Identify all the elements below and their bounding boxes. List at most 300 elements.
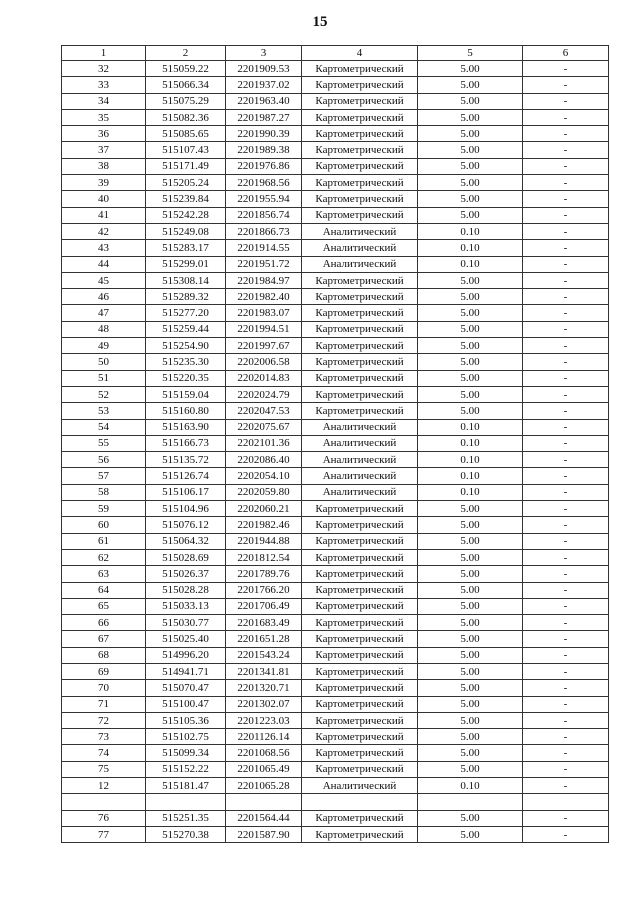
x-coordinate-cell: 515270.38 <box>146 826 226 842</box>
x-coordinate-cell: 515152.22 <box>146 761 226 777</box>
accuracy-cell: 5.00 <box>418 321 523 337</box>
x-coordinate-cell: 515066.34 <box>146 77 226 93</box>
note-cell: - <box>523 93 609 109</box>
accuracy-cell: 5.00 <box>418 517 523 533</box>
accuracy-cell: 5.00 <box>418 826 523 842</box>
method-cell: Картометрический <box>302 77 418 93</box>
method-cell: Аналитический <box>302 468 418 484</box>
table-row <box>62 468 609 484</box>
x-coordinate-cell: 515033.13 <box>146 598 226 614</box>
table-row <box>62 61 609 77</box>
point-number-cell: 77 <box>62 826 146 842</box>
accuracy-cell: 5.00 <box>418 272 523 288</box>
table-row <box>62 680 609 696</box>
x-coordinate-cell: 514941.71 <box>146 663 226 679</box>
accuracy-cell: 5.00 <box>418 615 523 631</box>
point-number-cell: 47 <box>62 305 146 321</box>
x-coordinate-cell <box>146 794 226 810</box>
table-row <box>62 419 609 435</box>
accuracy-cell: 0.10 <box>418 223 523 239</box>
accuracy-cell: 5.00 <box>418 663 523 679</box>
method-cell: Картометрический <box>302 93 418 109</box>
note-cell: - <box>523 484 609 500</box>
point-number-cell: 57 <box>62 468 146 484</box>
x-coordinate-cell: 515106.17 <box>146 484 226 500</box>
x-coordinate-cell: 515135.72 <box>146 452 226 468</box>
point-number-cell: 60 <box>62 517 146 533</box>
y-coordinate-cell: 2201968.56 <box>226 175 302 191</box>
x-coordinate-cell: 515028.28 <box>146 582 226 598</box>
point-number-cell: 64 <box>62 582 146 598</box>
point-number-cell: 72 <box>62 712 146 728</box>
table-row <box>62 223 609 239</box>
note-cell: - <box>523 501 609 517</box>
point-number-cell: 38 <box>62 158 146 174</box>
y-coordinate-cell: 2202014.83 <box>226 370 302 386</box>
method-cell: Картометрический <box>302 549 418 565</box>
method-cell: Картометрический <box>302 370 418 386</box>
table-row <box>62 158 609 174</box>
point-number-cell: 59 <box>62 501 146 517</box>
method-cell <box>302 794 418 810</box>
y-coordinate-cell: 2201766.20 <box>226 582 302 598</box>
method-cell: Картометрический <box>302 810 418 826</box>
table-row <box>62 403 609 419</box>
y-coordinate-cell: 2201065.49 <box>226 761 302 777</box>
point-number-cell: 70 <box>62 680 146 696</box>
accuracy-cell: 5.00 <box>418 598 523 614</box>
note-cell: - <box>523 386 609 402</box>
note-cell: - <box>523 61 609 77</box>
table-row <box>62 778 609 794</box>
x-coordinate-cell: 515205.24 <box>146 175 226 191</box>
y-coordinate-cell: 2201126.14 <box>226 729 302 745</box>
accuracy-cell: 5.00 <box>418 680 523 696</box>
accuracy-cell: 5.00 <box>418 338 523 354</box>
table-header-row <box>62 46 609 61</box>
note-cell: - <box>523 680 609 696</box>
note-cell: - <box>523 240 609 256</box>
table-row <box>62 272 609 288</box>
method-cell: Картометрический <box>302 631 418 647</box>
method-cell: Картометрический <box>302 712 418 728</box>
y-coordinate-cell: 2202101.36 <box>226 435 302 451</box>
point-number-cell: 43 <box>62 240 146 256</box>
accuracy-cell: 0.10 <box>418 778 523 794</box>
method-cell: Аналитический <box>302 778 418 794</box>
note-cell: - <box>523 354 609 370</box>
point-number-cell: 54 <box>62 419 146 435</box>
x-coordinate-cell: 515104.96 <box>146 501 226 517</box>
table-body <box>62 61 609 843</box>
y-coordinate-cell: 2202086.40 <box>226 452 302 468</box>
note-cell: - <box>523 468 609 484</box>
x-coordinate-cell: 515289.32 <box>146 289 226 305</box>
accuracy-cell: 0.10 <box>418 256 523 272</box>
note-cell: - <box>523 289 609 305</box>
accuracy-cell: 0.10 <box>418 435 523 451</box>
x-coordinate-cell: 515085.65 <box>146 126 226 142</box>
accuracy-cell: 5.00 <box>418 370 523 386</box>
method-cell: Картометрический <box>302 272 418 288</box>
point-number-cell: 40 <box>62 191 146 207</box>
table-row <box>62 533 609 549</box>
accuracy-cell: 5.00 <box>418 354 523 370</box>
x-coordinate-cell: 515059.22 <box>146 61 226 77</box>
method-cell: Картометрический <box>302 582 418 598</box>
accuracy-cell: 5.00 <box>418 631 523 647</box>
method-cell: Картометрический <box>302 61 418 77</box>
method-cell: Картометрический <box>302 826 418 842</box>
point-number-cell: 36 <box>62 126 146 142</box>
note-cell: - <box>523 647 609 663</box>
x-coordinate-cell: 515254.90 <box>146 338 226 354</box>
point-number-cell: 32 <box>62 61 146 77</box>
method-cell: Картометрический <box>302 517 418 533</box>
y-coordinate-cell: 2202024.79 <box>226 386 302 402</box>
point-number-cell: 39 <box>62 175 146 191</box>
table-row <box>62 191 609 207</box>
accuracy-cell: 5.00 <box>418 549 523 565</box>
accuracy-cell: 0.10 <box>418 240 523 256</box>
note-cell: - <box>523 631 609 647</box>
note-cell: - <box>523 305 609 321</box>
accuracy-cell: 5.00 <box>418 158 523 174</box>
x-coordinate-cell: 515283.17 <box>146 240 226 256</box>
x-coordinate-cell: 515102.75 <box>146 729 226 745</box>
point-number-cell: 49 <box>62 338 146 354</box>
note-cell: - <box>523 207 609 223</box>
x-coordinate-cell: 515126.74 <box>146 468 226 484</box>
point-number-cell: 48 <box>62 321 146 337</box>
y-coordinate-cell: 2201587.90 <box>226 826 302 842</box>
note-cell: - <box>523 256 609 272</box>
table-row <box>62 256 609 272</box>
table-row <box>62 729 609 745</box>
method-cell: Аналитический <box>302 223 418 239</box>
method-cell: Картометрический <box>302 321 418 337</box>
table-row <box>62 354 609 370</box>
point-number-cell: 73 <box>62 729 146 745</box>
point-number-cell: 56 <box>62 452 146 468</box>
y-coordinate-cell: 2202060.21 <box>226 501 302 517</box>
method-cell: Картометрический <box>302 175 418 191</box>
table-row <box>62 142 609 158</box>
note-cell: - <box>523 158 609 174</box>
note-cell: - <box>523 370 609 386</box>
note-cell: - <box>523 810 609 826</box>
point-number-cell: 62 <box>62 549 146 565</box>
note-cell: - <box>523 533 609 549</box>
table-row <box>62 338 609 354</box>
point-number-cell: 55 <box>62 435 146 451</box>
y-coordinate-cell <box>226 794 302 810</box>
x-coordinate-cell: 515070.47 <box>146 680 226 696</box>
table-row <box>62 109 609 125</box>
table-row <box>62 305 609 321</box>
accuracy-cell: 0.10 <box>418 484 523 500</box>
note-cell: - <box>523 712 609 728</box>
table-row <box>62 207 609 223</box>
x-coordinate-cell: 515160.80 <box>146 403 226 419</box>
x-coordinate-cell: 514996.20 <box>146 647 226 663</box>
table-row <box>62 435 609 451</box>
accuracy-cell: 5.00 <box>418 501 523 517</box>
note-cell: - <box>523 696 609 712</box>
method-cell: Аналитический <box>302 452 418 468</box>
method-cell: Картометрический <box>302 761 418 777</box>
point-number-cell: 61 <box>62 533 146 549</box>
accuracy-cell: 5.00 <box>418 191 523 207</box>
y-coordinate-cell: 2201866.73 <box>226 223 302 239</box>
note-cell: - <box>523 338 609 354</box>
method-cell: Картометрический <box>302 109 418 125</box>
method-cell: Картометрический <box>302 191 418 207</box>
accuracy-cell <box>418 794 523 810</box>
accuracy-cell: 5.00 <box>418 810 523 826</box>
y-coordinate-cell: 2201706.49 <box>226 598 302 614</box>
table-row <box>62 615 609 631</box>
accuracy-cell: 0.10 <box>418 468 523 484</box>
x-coordinate-cell: 515030.77 <box>146 615 226 631</box>
method-cell: Картометрический <box>302 533 418 549</box>
accuracy-cell: 5.00 <box>418 386 523 402</box>
accuracy-cell: 5.00 <box>418 566 523 582</box>
method-cell: Картометрический <box>302 386 418 402</box>
point-number-cell: 75 <box>62 761 146 777</box>
point-number-cell: 33 <box>62 77 146 93</box>
accuracy-cell: 5.00 <box>418 175 523 191</box>
point-number-cell: 76 <box>62 810 146 826</box>
x-coordinate-cell: 515249.08 <box>146 223 226 239</box>
point-number-cell: 37 <box>62 142 146 158</box>
note-cell: - <box>523 126 609 142</box>
x-coordinate-cell: 515105.36 <box>146 712 226 728</box>
x-coordinate-cell: 515107.43 <box>146 142 226 158</box>
note-cell: - <box>523 272 609 288</box>
table-row <box>62 647 609 663</box>
y-coordinate-cell: 2201564.44 <box>226 810 302 826</box>
table-row <box>62 126 609 142</box>
accuracy-cell: 5.00 <box>418 696 523 712</box>
point-number-cell: 12 <box>62 778 146 794</box>
y-coordinate-cell: 2201951.72 <box>226 256 302 272</box>
method-cell: Картометрический <box>302 354 418 370</box>
point-number-cell: 44 <box>62 256 146 272</box>
y-coordinate-cell: 2202054.10 <box>226 468 302 484</box>
note-cell: - <box>523 403 609 419</box>
table-row <box>62 549 609 565</box>
point-number-cell: 34 <box>62 93 146 109</box>
point-number-cell: 46 <box>62 289 146 305</box>
accuracy-cell: 5.00 <box>418 109 523 125</box>
note-cell: - <box>523 778 609 794</box>
point-number-cell: 53 <box>62 403 146 419</box>
table-row <box>62 826 609 842</box>
y-coordinate-cell: 2201223.03 <box>226 712 302 728</box>
point-number-cell: 71 <box>62 696 146 712</box>
accuracy-cell: 5.00 <box>418 142 523 158</box>
point-number-cell: 65 <box>62 598 146 614</box>
note-cell: - <box>523 452 609 468</box>
note-cell: - <box>523 663 609 679</box>
x-coordinate-cell: 515163.90 <box>146 419 226 435</box>
accuracy-cell: 5.00 <box>418 305 523 321</box>
column-header: 2 <box>146 46 226 61</box>
note-cell: - <box>523 566 609 582</box>
point-number-cell: 66 <box>62 615 146 631</box>
y-coordinate-cell: 2201065.28 <box>226 778 302 794</box>
note-cell: - <box>523 419 609 435</box>
method-cell: Аналитический <box>302 256 418 272</box>
point-number-cell: 69 <box>62 663 146 679</box>
y-coordinate-cell: 2201984.97 <box>226 272 302 288</box>
y-coordinate-cell: 2201341.81 <box>226 663 302 679</box>
table-row <box>62 289 609 305</box>
table-row <box>62 696 609 712</box>
y-coordinate-cell: 2201789.76 <box>226 566 302 582</box>
note-cell: - <box>523 321 609 337</box>
x-coordinate-cell: 515308.14 <box>146 272 226 288</box>
table-row <box>62 175 609 191</box>
x-coordinate-cell: 515259.44 <box>146 321 226 337</box>
method-cell: Картометрический <box>302 289 418 305</box>
note-cell: - <box>523 549 609 565</box>
y-coordinate-cell: 2201856.74 <box>226 207 302 223</box>
method-cell: Картометрический <box>302 305 418 321</box>
x-coordinate-cell: 515028.69 <box>146 549 226 565</box>
method-cell: Картометрический <box>302 598 418 614</box>
accuracy-cell: 0.10 <box>418 452 523 468</box>
method-cell: Картометрический <box>302 126 418 142</box>
y-coordinate-cell: 2201812.54 <box>226 549 302 565</box>
accuracy-cell: 5.00 <box>418 647 523 663</box>
table-row <box>62 501 609 517</box>
point-number-cell: 68 <box>62 647 146 663</box>
point-number-cell: 58 <box>62 484 146 500</box>
y-coordinate-cell: 2201997.67 <box>226 338 302 354</box>
table-row <box>62 566 609 582</box>
x-coordinate-cell: 515235.30 <box>146 354 226 370</box>
x-coordinate-cell: 515251.35 <box>146 810 226 826</box>
method-cell: Картометрический <box>302 663 418 679</box>
table-row <box>62 240 609 256</box>
column-header: 1 <box>62 46 146 61</box>
x-coordinate-cell: 515064.32 <box>146 533 226 549</box>
accuracy-cell: 5.00 <box>418 61 523 77</box>
x-coordinate-cell: 515239.84 <box>146 191 226 207</box>
note-cell <box>523 794 609 810</box>
table-row <box>62 810 609 826</box>
method-cell: Картометрический <box>302 158 418 174</box>
x-coordinate-cell: 515075.29 <box>146 93 226 109</box>
method-cell: Картометрический <box>302 647 418 663</box>
point-number-cell: 41 <box>62 207 146 223</box>
point-number-cell: 35 <box>62 109 146 125</box>
point-number-cell: 52 <box>62 386 146 402</box>
accuracy-cell: 5.00 <box>418 712 523 728</box>
table-row <box>62 794 609 810</box>
x-coordinate-cell: 515076.12 <box>146 517 226 533</box>
y-coordinate-cell: 2202047.53 <box>226 403 302 419</box>
accuracy-cell: 0.10 <box>418 419 523 435</box>
x-coordinate-cell: 515299.01 <box>146 256 226 272</box>
note-cell: - <box>523 517 609 533</box>
accuracy-cell: 5.00 <box>418 126 523 142</box>
method-cell: Картометрический <box>302 207 418 223</box>
accuracy-cell: 5.00 <box>418 745 523 761</box>
method-cell: Аналитический <box>302 484 418 500</box>
y-coordinate-cell: 2201651.28 <box>226 631 302 647</box>
table-row <box>62 77 609 93</box>
x-coordinate-cell: 515166.73 <box>146 435 226 451</box>
y-coordinate-cell: 2201543.24 <box>226 647 302 663</box>
table-row <box>62 517 609 533</box>
note-cell: - <box>523 761 609 777</box>
note-cell: - <box>523 77 609 93</box>
method-cell: Аналитический <box>302 435 418 451</box>
point-number-cell: 45 <box>62 272 146 288</box>
table-row <box>62 663 609 679</box>
method-cell: Картометрический <box>302 403 418 419</box>
table-row <box>62 386 609 402</box>
method-cell: Картометрический <box>302 142 418 158</box>
method-cell: Аналитический <box>302 240 418 256</box>
method-cell: Картометрический <box>302 729 418 745</box>
accuracy-cell: 5.00 <box>418 207 523 223</box>
x-coordinate-cell: 515159.04 <box>146 386 226 402</box>
y-coordinate-cell: 2201987.27 <box>226 109 302 125</box>
note-cell: - <box>523 615 609 631</box>
accuracy-cell: 5.00 <box>418 403 523 419</box>
note-cell: - <box>523 729 609 745</box>
y-coordinate-cell: 2201983.07 <box>226 305 302 321</box>
y-coordinate-cell: 2201989.38 <box>226 142 302 158</box>
y-coordinate-cell: 2201683.49 <box>226 615 302 631</box>
y-coordinate-cell: 2201990.39 <box>226 126 302 142</box>
method-cell: Картометрический <box>302 696 418 712</box>
column-header: 5 <box>418 46 523 61</box>
y-coordinate-cell: 2201963.40 <box>226 93 302 109</box>
note-cell: - <box>523 826 609 842</box>
point-number-cell: 42 <box>62 223 146 239</box>
note-cell: - <box>523 435 609 451</box>
y-coordinate-cell: 2201982.46 <box>226 517 302 533</box>
table-row <box>62 631 609 647</box>
x-coordinate-cell: 515277.20 <box>146 305 226 321</box>
y-coordinate-cell: 2201909.53 <box>226 61 302 77</box>
y-coordinate-cell: 2201320.71 <box>226 680 302 696</box>
note-cell: - <box>523 598 609 614</box>
table-row <box>62 321 609 337</box>
y-coordinate-cell: 2202075.67 <box>226 419 302 435</box>
x-coordinate-cell: 515220.35 <box>146 370 226 386</box>
accuracy-cell: 5.00 <box>418 289 523 305</box>
y-coordinate-cell: 2201955.94 <box>226 191 302 207</box>
table-row <box>62 761 609 777</box>
accuracy-cell: 5.00 <box>418 761 523 777</box>
x-coordinate-cell: 515026.37 <box>146 566 226 582</box>
method-cell: Картометрический <box>302 615 418 631</box>
accuracy-cell: 5.00 <box>418 77 523 93</box>
method-cell: Картометрический <box>302 680 418 696</box>
x-coordinate-cell: 515099.34 <box>146 745 226 761</box>
y-coordinate-cell: 2201302.07 <box>226 696 302 712</box>
accuracy-cell: 5.00 <box>418 533 523 549</box>
table-row <box>62 745 609 761</box>
y-coordinate-cell: 2202006.58 <box>226 354 302 370</box>
point-number-cell: 67 <box>62 631 146 647</box>
